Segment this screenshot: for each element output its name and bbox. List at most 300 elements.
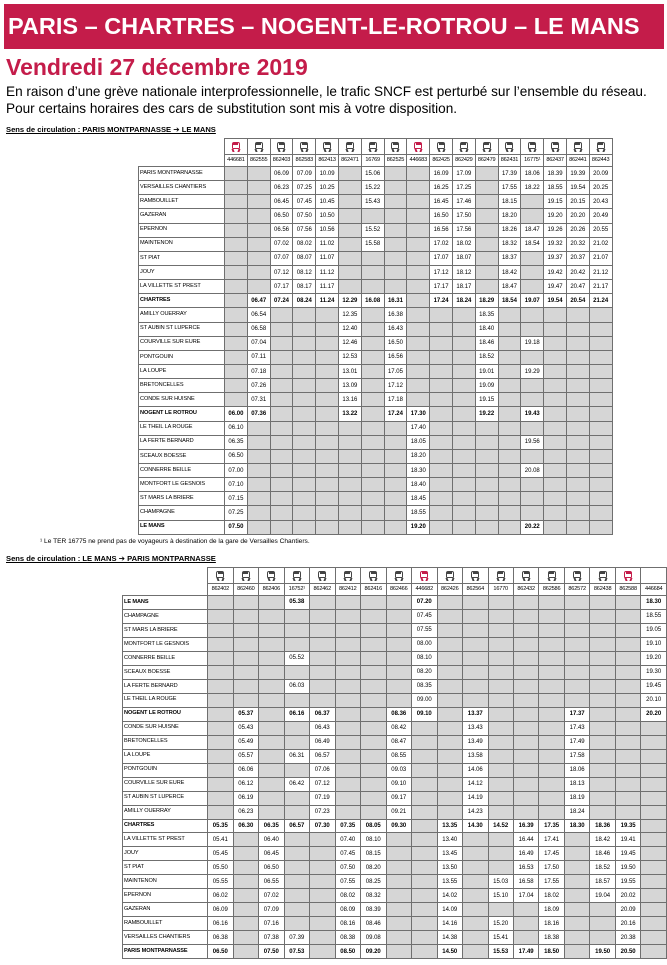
departure-time: 17.55 (539, 875, 565, 889)
no-service-cell (335, 777, 361, 791)
departure-time: 18.52 (475, 350, 498, 364)
no-service-cell (361, 651, 387, 665)
no-service-cell (361, 596, 387, 610)
departure-time: 07.20 (412, 596, 438, 610)
no-service-cell (589, 322, 612, 336)
no-service-cell (233, 651, 259, 665)
station-row (123, 651, 667, 665)
departure-time: 08.39 (361, 903, 387, 917)
no-service-cell (338, 181, 361, 195)
no-service-cell (233, 945, 259, 959)
no-service-cell (488, 763, 513, 777)
departure-time: 19.42 (544, 265, 567, 279)
train-icon (368, 142, 378, 152)
departure-time: 12.53 (338, 350, 361, 364)
no-service-cell (270, 520, 293, 534)
no-service-cell (338, 520, 361, 534)
no-service-cell (452, 350, 475, 364)
departure-time: 19.35 (615, 819, 641, 833)
no-service-cell (539, 693, 565, 707)
train-number: 862412 (335, 584, 361, 596)
no-service-cell (544, 506, 567, 520)
departure-time: 18.12 (452, 265, 475, 279)
departure-time: 07.18 (247, 364, 270, 378)
train-icon (573, 142, 583, 152)
no-service-cell (284, 903, 309, 917)
station-name: EPERNON (123, 889, 208, 903)
no-service-cell (513, 609, 539, 623)
no-service-cell (208, 651, 234, 665)
no-service-cell (513, 917, 539, 931)
no-service-cell (407, 322, 430, 336)
train-icon (241, 571, 251, 581)
departure-time: 19.54 (566, 181, 589, 195)
station-row (139, 209, 613, 223)
station-name: ST PIAT (123, 861, 208, 875)
no-service-cell (539, 679, 565, 693)
no-service-cell (361, 637, 387, 651)
service-type-cell (412, 568, 438, 584)
no-service-cell (208, 665, 234, 679)
no-service-cell (225, 181, 248, 195)
no-service-cell (335, 721, 361, 735)
train-number: 862438 (590, 584, 616, 596)
departure-time: 17.09 (452, 167, 475, 181)
departure-time: 05.45 (208, 847, 234, 861)
service-type-cell (247, 139, 270, 155)
no-service-cell (208, 735, 234, 749)
no-service-cell (259, 777, 285, 791)
no-service-cell (225, 308, 248, 322)
station-name: MONTFORT LE GESNOIS (139, 478, 225, 492)
no-service-cell (407, 167, 430, 181)
no-service-cell (589, 435, 612, 449)
departure-time: 07.02 (259, 889, 285, 903)
no-service-cell (430, 393, 453, 407)
station-row (139, 393, 613, 407)
train-number: 862588 (615, 584, 641, 596)
no-service-cell (589, 449, 612, 463)
service-type-cell (407, 139, 430, 155)
no-service-cell (463, 917, 489, 931)
departure-time: 15.10 (488, 889, 513, 903)
no-service-cell (247, 478, 270, 492)
no-service-cell (284, 917, 309, 931)
no-service-cell (513, 665, 539, 679)
no-service-cell (430, 421, 453, 435)
departure-time: 16.56 (384, 350, 407, 364)
no-service-cell (539, 637, 565, 651)
no-service-cell (615, 623, 641, 637)
departure-time: 13.50 (437, 861, 463, 875)
no-service-cell (564, 847, 590, 861)
train-icon (445, 571, 455, 581)
station-name: LA FERTE BERNARD (123, 679, 208, 693)
no-service-cell (384, 449, 407, 463)
departure-time: 14.06 (463, 763, 489, 777)
no-service-cell (361, 763, 387, 777)
no-service-cell (361, 679, 387, 693)
no-service-cell (338, 195, 361, 209)
departure-time: 05.52 (284, 651, 309, 665)
no-service-cell (293, 421, 316, 435)
no-service-cell (247, 520, 270, 534)
train-number: 16770 (488, 584, 513, 596)
station-row (123, 819, 667, 833)
no-service-cell (452, 308, 475, 322)
departure-time: 08.20 (412, 665, 438, 679)
train-icon (496, 571, 506, 581)
no-service-cell (513, 693, 539, 707)
no-service-cell (407, 251, 430, 265)
no-service-cell (544, 364, 567, 378)
no-service-cell (590, 917, 616, 931)
departure-time: 06.37 (310, 707, 336, 721)
service-type-cell (338, 139, 361, 155)
no-service-cell (384, 506, 407, 520)
no-service-cell (437, 805, 463, 819)
no-service-cell (498, 350, 521, 364)
no-service-cell (566, 463, 589, 477)
no-service-cell (384, 223, 407, 237)
no-service-cell (475, 421, 498, 435)
no-service-cell (225, 223, 248, 237)
train-number: 446684 (641, 584, 667, 596)
no-service-cell (386, 903, 412, 917)
no-service-cell (270, 421, 293, 435)
no-service-cell (270, 322, 293, 336)
no-service-cell (463, 889, 489, 903)
no-service-cell (284, 791, 309, 805)
departure-time: 17.07 (430, 251, 453, 265)
train-number: 16775¹ (521, 155, 544, 167)
no-service-cell (225, 379, 248, 393)
no-service-cell (463, 665, 489, 679)
departure-time: 19.43 (521, 407, 544, 421)
departure-time: 05.43 (233, 721, 259, 735)
departure-time: 08.47 (386, 735, 412, 749)
station-row (139, 237, 613, 251)
no-service-cell (437, 707, 463, 721)
no-service-cell (338, 435, 361, 449)
no-service-cell (316, 393, 339, 407)
no-service-cell (589, 520, 612, 534)
service-type-cell (316, 139, 339, 155)
departure-time: 18.55 (407, 506, 430, 520)
station-name: LA LOUPE (139, 364, 225, 378)
train-number: 862437 (544, 155, 567, 167)
no-service-cell (338, 280, 361, 294)
departure-time: 13.01 (338, 364, 361, 378)
departure-time: 19.26 (544, 223, 567, 237)
no-service-cell (247, 449, 270, 463)
no-service-cell (498, 449, 521, 463)
no-service-cell (361, 379, 384, 393)
departure-time: 06.57 (284, 819, 309, 833)
no-service-cell (384, 167, 407, 181)
station-row (139, 463, 613, 477)
no-service-cell (513, 651, 539, 665)
departure-time: 07.12 (310, 777, 336, 791)
outbound-timetable (138, 138, 613, 535)
no-service-cell (384, 181, 407, 195)
departure-time: 18.20 (407, 449, 430, 463)
no-service-cell (463, 637, 489, 651)
departure-time: 19.15 (475, 393, 498, 407)
no-service-cell (488, 651, 513, 665)
no-service-cell (386, 637, 412, 651)
departure-time: 13.16 (338, 393, 361, 407)
no-service-cell (225, 364, 248, 378)
no-service-cell (544, 520, 567, 534)
no-service-cell (361, 791, 387, 805)
departure-time: 13.09 (338, 379, 361, 393)
departure-time: 07.06 (310, 763, 336, 777)
departure-time: 20.16 (615, 917, 641, 931)
departure-time: 07.50 (225, 520, 248, 534)
departure-time: 09.10 (386, 777, 412, 791)
no-service-cell (247, 181, 270, 195)
station-name: ST AUBIN ST LUPERCE (139, 322, 225, 336)
departure-time: 19.39 (566, 167, 589, 181)
departure-time: 07.50 (259, 945, 285, 959)
no-service-cell (475, 492, 498, 506)
station-row (123, 847, 667, 861)
no-service-cell (338, 463, 361, 477)
departure-time: 15.41 (488, 931, 513, 945)
station-name: VERSAILLES CHANTIERS (123, 931, 208, 945)
coach-icon (413, 142, 423, 152)
station-row (123, 917, 667, 931)
no-service-cell (412, 791, 438, 805)
no-service-cell (247, 167, 270, 181)
departure-time: 12.40 (338, 322, 361, 336)
station-row (123, 679, 667, 693)
no-service-cell (412, 833, 438, 847)
no-service-cell (430, 435, 453, 449)
no-service-cell (437, 679, 463, 693)
no-service-cell (338, 167, 361, 181)
no-service-cell (641, 903, 667, 917)
service-type-cell (270, 139, 293, 155)
departure-time: 19.50 (590, 945, 616, 959)
departure-time: 07.09 (293, 167, 316, 181)
no-service-cell (335, 609, 361, 623)
departure-time: 07.10 (225, 478, 248, 492)
train-icon (390, 142, 400, 152)
no-service-cell (452, 492, 475, 506)
no-service-cell (407, 294, 430, 308)
no-service-cell (293, 350, 316, 364)
station-row (123, 945, 667, 959)
train-icon (266, 571, 276, 581)
no-service-cell (338, 421, 361, 435)
no-service-cell (589, 463, 612, 477)
no-service-cell (589, 506, 612, 520)
station-name: BRETONCELLES (123, 735, 208, 749)
departure-time: 18.36 (590, 819, 616, 833)
no-service-cell (338, 492, 361, 506)
departure-time: 18.02 (539, 889, 565, 903)
departure-time: 18.17 (452, 280, 475, 294)
departure-time: 17.49 (564, 735, 590, 749)
station-row (123, 623, 667, 637)
departure-time: 19.20 (544, 209, 567, 223)
station-row (123, 707, 667, 721)
departure-time: 07.35 (335, 819, 361, 833)
no-service-cell (488, 679, 513, 693)
no-service-cell (641, 861, 667, 875)
departure-time: 16.25 (430, 181, 453, 195)
no-service-cell (338, 251, 361, 265)
departure-time: 08.05 (361, 819, 387, 833)
departure-time: 19.47 (544, 280, 567, 294)
departure-time: 17.40 (407, 421, 430, 435)
no-service-cell (430, 506, 453, 520)
no-service-cell (233, 847, 259, 861)
no-service-cell (452, 478, 475, 492)
no-service-cell (310, 847, 336, 861)
no-service-cell (463, 945, 489, 959)
no-service-cell (452, 435, 475, 449)
departure-time: 18.24 (564, 805, 590, 819)
station-name: MAINTENON (123, 875, 208, 889)
no-service-cell (463, 623, 489, 637)
train-number: 862425 (430, 155, 453, 167)
no-service-cell (463, 903, 489, 917)
departure-time: 06.35 (225, 435, 248, 449)
departure-time: 18.40 (475, 322, 498, 336)
departure-time: 08.15 (361, 847, 387, 861)
departure-time: 07.30 (310, 819, 336, 833)
departure-time: 06.49 (310, 735, 336, 749)
no-service-cell (615, 609, 641, 623)
no-service-cell (225, 237, 248, 251)
service-type-cell (293, 139, 316, 155)
station-name: ST MARS LA BRIERE (139, 492, 225, 506)
no-service-cell (590, 707, 616, 721)
no-service-cell (247, 421, 270, 435)
departure-time: 17.45 (539, 847, 565, 861)
departure-time: 06.02 (208, 889, 234, 903)
no-service-cell (310, 903, 336, 917)
departure-time: 16.31 (384, 294, 407, 308)
station-name: JOUY (123, 847, 208, 861)
no-service-cell (437, 749, 463, 763)
station-name: LA FERTE BERNARD (139, 435, 225, 449)
no-service-cell (316, 492, 339, 506)
departure-time: 07.11 (247, 350, 270, 364)
no-service-cell (564, 679, 590, 693)
no-service-cell (316, 407, 339, 421)
no-service-cell (293, 379, 316, 393)
departure-time: 13.43 (463, 721, 489, 735)
no-service-cell (539, 763, 565, 777)
departure-time: 18.20 (498, 209, 521, 223)
no-service-cell (641, 917, 667, 931)
station-row (139, 492, 613, 506)
no-service-cell (208, 637, 234, 651)
no-service-cell (407, 181, 430, 195)
no-service-cell (463, 833, 489, 847)
no-service-cell (475, 449, 498, 463)
departure-time: 18.24 (452, 294, 475, 308)
departure-time: 17.05 (384, 364, 407, 378)
departure-time: 06.50 (225, 449, 248, 463)
no-service-cell (513, 637, 539, 651)
departure-time: 19.18 (521, 336, 544, 350)
no-service-cell (233, 596, 259, 610)
no-service-cell (316, 322, 339, 336)
departure-time: 17.41 (539, 833, 565, 847)
no-service-cell (475, 181, 498, 195)
departure-time: 08.17 (293, 280, 316, 294)
no-service-cell (259, 721, 285, 735)
station-name: JOUY (139, 265, 225, 279)
no-service-cell (407, 265, 430, 279)
train-icon (345, 142, 355, 152)
no-service-cell (437, 665, 463, 679)
departure-time: 17.12 (430, 265, 453, 279)
no-service-cell (208, 805, 234, 819)
no-service-cell (521, 265, 544, 279)
train-icon (292, 571, 302, 581)
no-service-cell (361, 492, 384, 506)
station-name: LA VILLETTE ST PREST (123, 833, 208, 847)
no-service-cell (463, 596, 489, 610)
no-service-cell (361, 721, 387, 735)
station-name: BRETONCELLES (139, 379, 225, 393)
train-number: 862525 (384, 155, 407, 167)
no-service-cell (463, 861, 489, 875)
departure-time: 06.06 (233, 763, 259, 777)
departure-time: 20.22 (521, 520, 544, 534)
no-service-cell (539, 707, 565, 721)
train-number: 862572 (564, 584, 590, 596)
no-service-cell (386, 693, 412, 707)
station-row (139, 251, 613, 265)
departure-time: 16.38 (384, 308, 407, 322)
no-service-cell (225, 280, 248, 294)
departure-time: 15.20 (488, 917, 513, 931)
no-service-cell (310, 861, 336, 875)
strike-notice (6, 83, 666, 117)
departure-time: 08.00 (412, 637, 438, 651)
no-service-cell (590, 679, 616, 693)
no-service-cell (233, 931, 259, 945)
no-service-cell (521, 492, 544, 506)
departure-time: 13.37 (463, 707, 489, 721)
no-service-cell (316, 435, 339, 449)
no-service-cell (513, 623, 539, 637)
departure-time: 13.22 (338, 407, 361, 421)
station-row (123, 903, 667, 917)
no-service-cell (407, 350, 430, 364)
train-number: 862466 (386, 584, 412, 596)
no-service-cell (475, 506, 498, 520)
no-service-cell (293, 506, 316, 520)
no-service-cell (463, 693, 489, 707)
no-service-cell (521, 280, 544, 294)
no-service-cell (310, 609, 336, 623)
no-service-cell (361, 251, 384, 265)
no-service-cell (544, 379, 567, 393)
no-service-cell (270, 393, 293, 407)
no-service-cell (590, 693, 616, 707)
departure-time: 20.09 (589, 167, 612, 181)
no-service-cell (521, 322, 544, 336)
departure-time: 16.43 (384, 322, 407, 336)
